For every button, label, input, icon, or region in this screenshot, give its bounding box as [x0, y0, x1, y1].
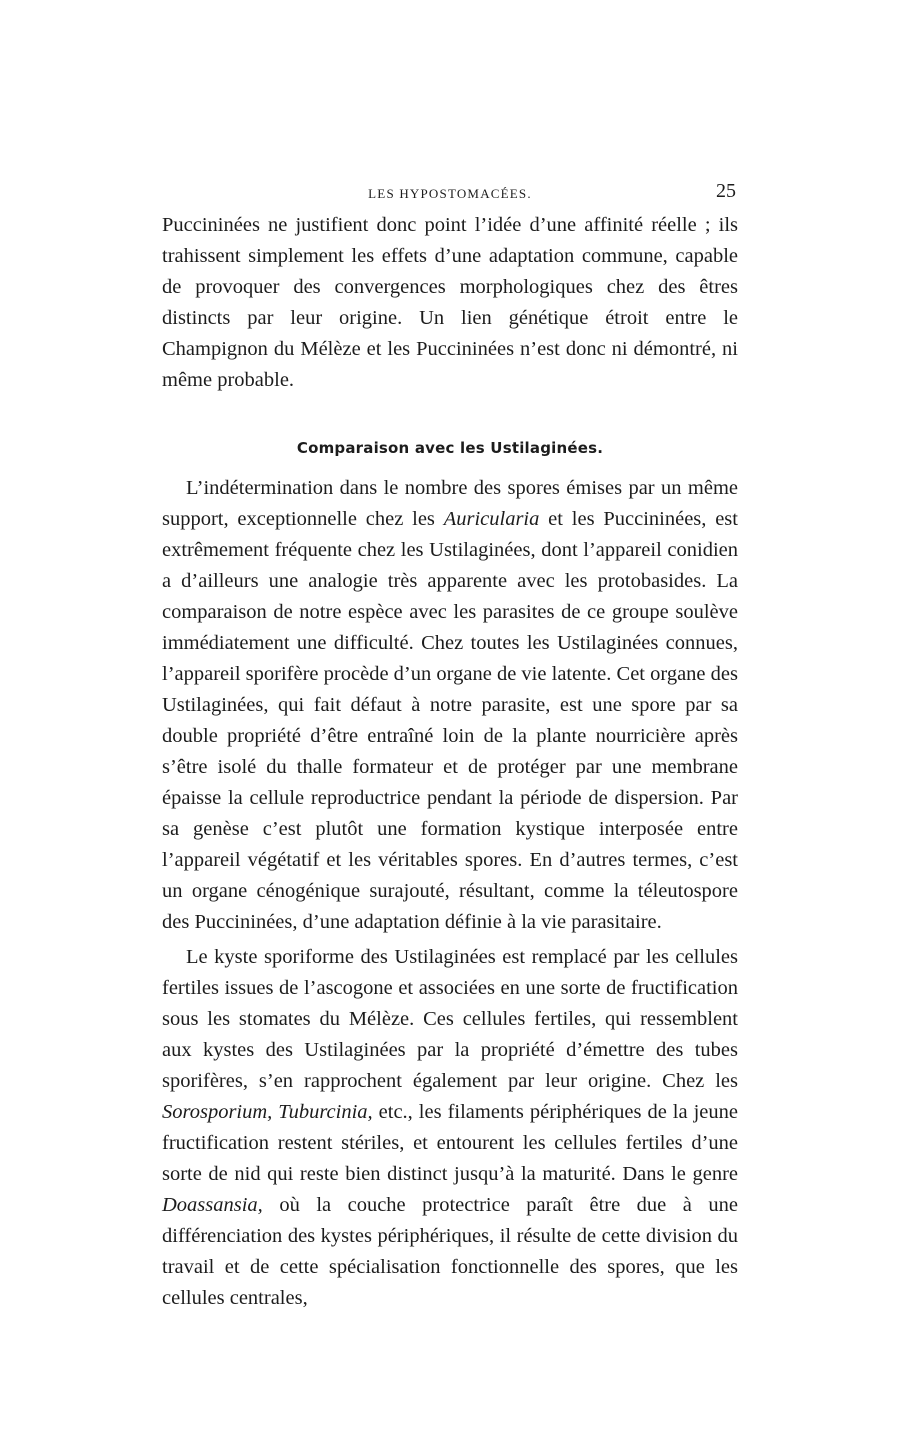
- body-paragraph: [162, 942, 738, 1314]
- book-page: [162, 180, 738, 1314]
- body-paragraph: [162, 473, 738, 938]
- taxon-name: Auricularia: [443, 508, 540, 530]
- taxon-name: Sorosporium, Tuburcinia,: [162, 1101, 373, 1123]
- text-run: etc., les filaments périphériques de la jeune fructification restent stériles, et entourent les cellules fertiles d’une sorte de nid qui reste bien distinct jusqu’à la maturité. Dans le genre: [162, 1101, 738, 1185]
- text-run: et les Puccininées, est extrêmement fréquente chez les Ustilaginées, dont l’appareil conidien a d’ailleurs une analogie très apparente avec les protobasides. La comparaison de notre espèce avec les parasites de ce groupe soulève immédiatement une difficulté. Chez toutes les Ustilaginées connues, l’appareil sporifère procède d’un organe de vie latente. Cet organe des Ustilaginées, qui fait défaut à notre parasite, est une spore par sa double propriété d’être entraîné loin de la plante nourricière après s’être isolé du thalle formateur et de protéger par une membrane épaisse la cellule reproductrice pendant la période de dispersion. Par sa genèse c’est plutôt une formation kystique interposée entre l’appareil végétatif et les véritables spores. En d’autres termes, c’est un organe cénogénique surajouté, résultant, comme la téleutospore des Puccininées, d’une adaptation définie à la vie parasitaire.: [162, 508, 738, 933]
- running-head: [162, 180, 738, 206]
- taxon-name: Doassansia,: [162, 1194, 263, 1216]
- running-head-title: LES HYPOSTOMACÉES.: [368, 186, 532, 201]
- text-run: où la couche protectrice paraît être due à une différenciation des kystes périphériques, il résulte de cette division du travail et de cette spécialisation fonctionnelle des spores, que les cellules centrales,: [162, 1194, 738, 1309]
- body-paragraph-continued: Puccininées ne justifient donc point l’idée d’une affinité réelle ; ils trahissent simplement les effets d’une adaptation commune, capable de provoquer des convergences morphologiques chez des êtres distincts par leur origine. Un lien génétique étroit entre le Champignon du Mélèze et les Puccininées n’est donc ni démontré, ni même probable.: [162, 214, 738, 391]
- text-run: L’indétermination dans le nombre des spores émises par un même support, exceptionnelle chez les: [162, 477, 738, 530]
- page-number: 25: [716, 180, 736, 202]
- section-heading: Comparaison avec les Ustilaginées.: [296, 439, 604, 457]
- text-run: Le kyste sporiforme des Ustilaginées est remplacé par les cellules fertiles issues de l’ascogone et associées en une sorte de fructification sous les stomates du Mélèze. Ces cellules fertiles, qui ressemblent aux kystes des Ustilaginées par la propriété d’émettre des tubes sporifères, s’en rapprochent également par leur origine. Chez les: [162, 946, 738, 1092]
